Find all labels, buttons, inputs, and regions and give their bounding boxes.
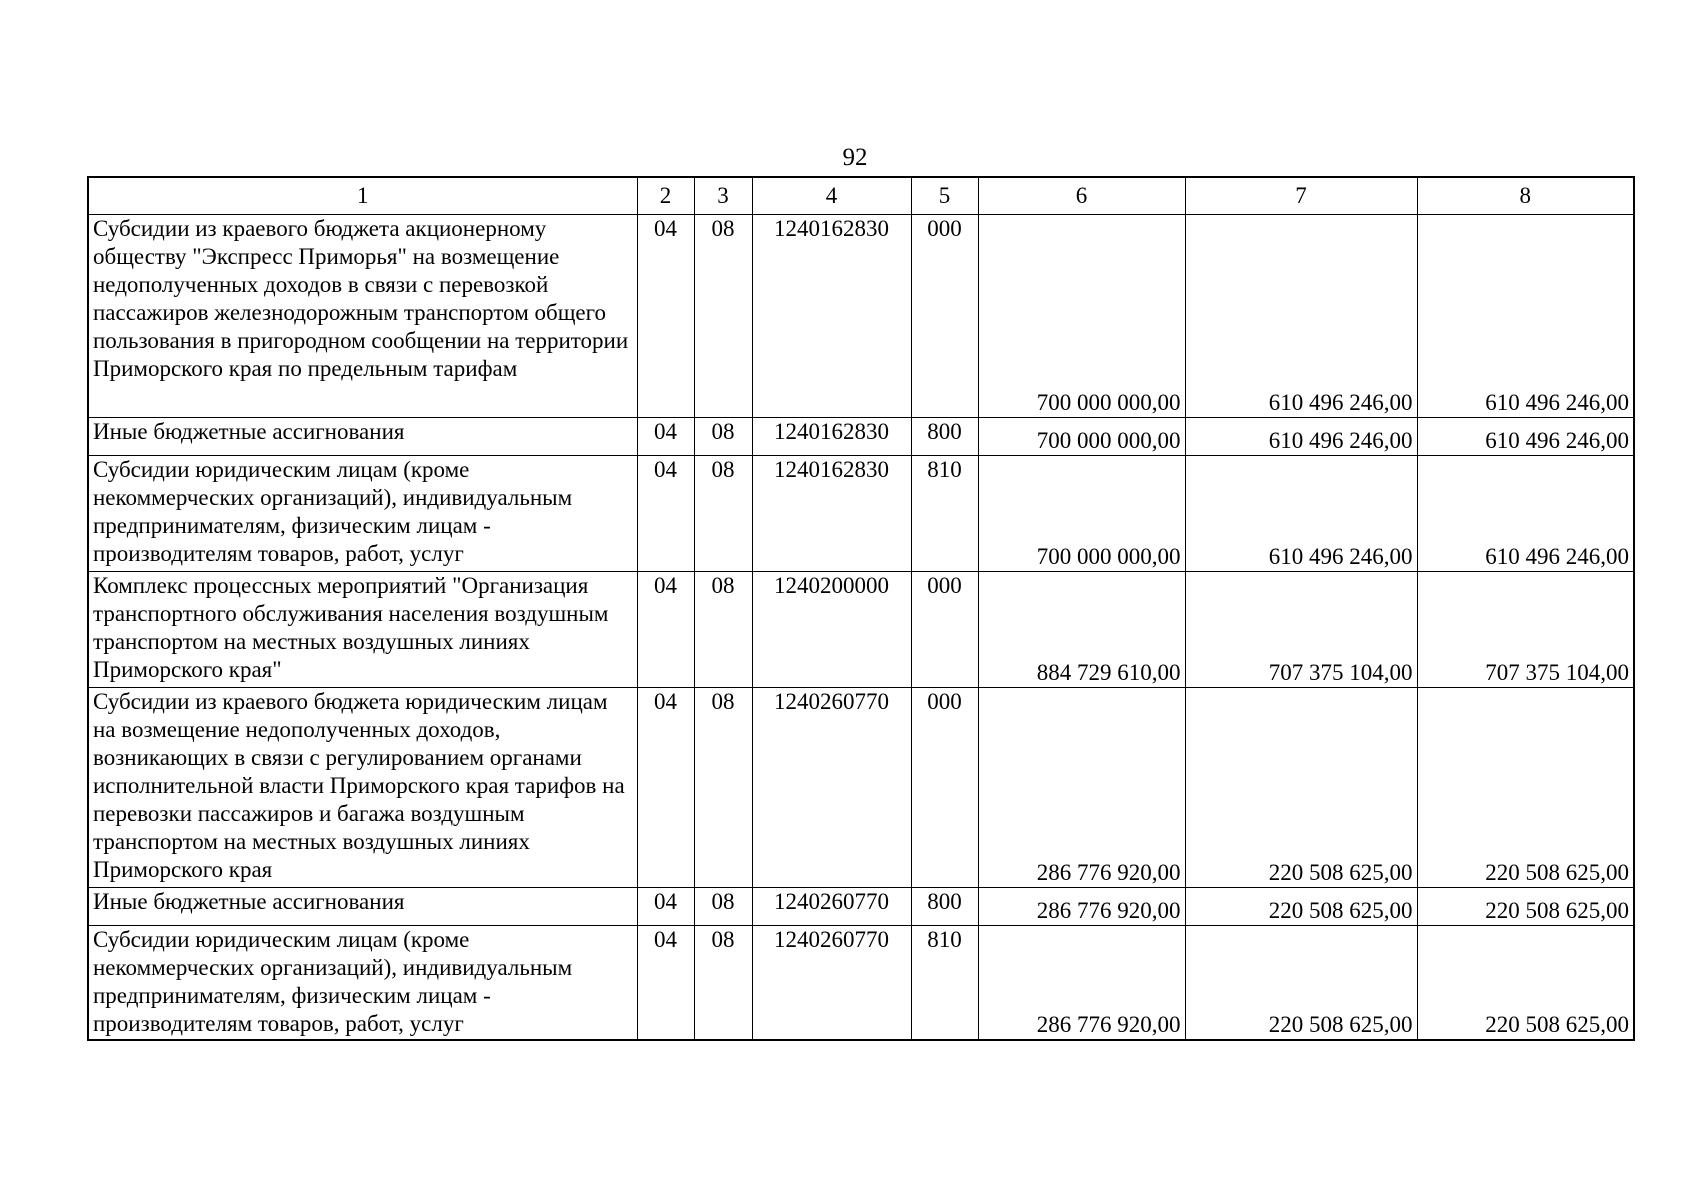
subsection-code: 08 [694, 215, 752, 418]
amount-col8: 610 496 246,00 [1417, 456, 1634, 572]
table-row [88, 215, 1634, 418]
target-article-code: 1240162830 [752, 418, 911, 456]
amount-col7: 220 508 625,00 [1185, 926, 1417, 1040]
amount-col6: 700 000 000,00 [978, 456, 1185, 572]
row-name: Иные бюджетные ассигнования [88, 888, 637, 926]
amount-col6: 286 776 920,00 [978, 926, 1185, 1040]
amount-col7: 610 496 246,00 [1185, 418, 1417, 456]
budget-table [87, 176, 1635, 1041]
expense-type-code: 810 [911, 926, 978, 1040]
section-code: 04 [637, 688, 694, 888]
column-header: 7 [1185, 177, 1417, 215]
expense-type-code: 800 [911, 418, 978, 456]
row-name: Субсидии юридическим лицам (кроме некоммерческих организаций), индивидуальным предпринимателям, физическим лицам - производителям товаров, работ, услуг [88, 926, 637, 1040]
row-name: Субсидии юридическим лицам (кроме некоммерческих организаций), индивидуальным предпринимателям, физическим лицам - производителям товаров, работ, услуг [88, 456, 637, 572]
column-header: 6 [978, 177, 1185, 215]
column-header: 2 [637, 177, 694, 215]
amount-col8: 220 508 625,00 [1417, 888, 1634, 926]
section-code: 04 [637, 456, 694, 572]
expense-type-code: 810 [911, 456, 978, 572]
expense-type-code: 800 [911, 888, 978, 926]
row-name: Комплекс процессных мероприятий "Организация транспортного обслуживания населения воздушным транспортом на местных воздушных линиях Приморского края" [88, 572, 637, 688]
amount-col8: 220 508 625,00 [1417, 688, 1634, 888]
page-number: 92 [842, 144, 868, 171]
row-name: Иные бюджетные ассигнования [88, 418, 637, 456]
amount-col8: 220 508 625,00 [1417, 926, 1634, 1040]
expense-type-code: 000 [911, 215, 978, 418]
column-header: 5 [911, 177, 978, 215]
target-article-code: 1240200000 [752, 572, 911, 688]
subsection-code: 08 [694, 418, 752, 456]
row-name: Субсидии из краевого бюджета акционерному обществу "Экспресс Приморья" на возмещение недополученных доходов в связи с перевозкой пассажиров железнодорожным транспортом общего пользования в пригородном сообщении на территории Приморского края по предельным тарифам [88, 215, 637, 418]
amount-col8: 707 375 104,00 [1417, 572, 1634, 688]
column-header: 3 [694, 177, 752, 215]
amount-col7: 610 496 246,00 [1185, 456, 1417, 572]
column-header: 4 [752, 177, 911, 215]
subsection-code: 08 [694, 572, 752, 688]
table-row [88, 926, 1634, 1040]
table-row [88, 418, 1634, 456]
subsection-code: 08 [694, 888, 752, 926]
target-article-code: 1240162830 [752, 215, 911, 418]
amount-col8: 610 496 246,00 [1417, 418, 1634, 456]
amount-col6: 700 000 000,00 [978, 418, 1185, 456]
subsection-code: 08 [694, 456, 752, 572]
column-header: 8 [1417, 177, 1634, 215]
table-row [88, 572, 1634, 688]
amount-col7: 610 496 246,00 [1185, 215, 1417, 418]
section-code: 04 [637, 215, 694, 418]
target-article-code: 1240260770 [752, 926, 911, 1040]
expense-type-code: 000 [911, 572, 978, 688]
table-row [88, 688, 1634, 888]
expense-type-code: 000 [911, 688, 978, 888]
subsection-code: 08 [694, 926, 752, 1040]
row-name: Субсидии из краевого бюджета юридическим лицам на возмещение недополученных доходов, возникающих в связи с регулированием органами исполнительной власти Приморского края тарифов на перевозки пассажиров и багажа воздушным транспортом на местных воздушных линиях Приморского края [88, 688, 637, 888]
amount-col6: 286 776 920,00 [978, 688, 1185, 888]
header-row [88, 177, 1634, 215]
target-article-code: 1240260770 [752, 688, 911, 888]
target-article-code: 1240162830 [752, 456, 911, 572]
column-header: 1 [88, 177, 637, 215]
amount-col7: 220 508 625,00 [1185, 688, 1417, 888]
section-code: 04 [637, 888, 694, 926]
table-row [88, 888, 1634, 926]
section-code: 04 [637, 572, 694, 688]
amount-col8: 610 496 246,00 [1417, 215, 1634, 418]
amount-col6: 286 776 920,00 [978, 888, 1185, 926]
section-code: 04 [637, 926, 694, 1040]
subsection-code: 08 [694, 688, 752, 888]
amount-col6: 884 729 610,00 [978, 572, 1185, 688]
table-row [88, 456, 1634, 572]
section-code: 04 [637, 418, 694, 456]
amount-col6: 700 000 000,00 [978, 215, 1185, 418]
amount-col7: 707 375 104,00 [1185, 572, 1417, 688]
amount-col7: 220 508 625,00 [1185, 888, 1417, 926]
target-article-code: 1240260770 [752, 888, 911, 926]
